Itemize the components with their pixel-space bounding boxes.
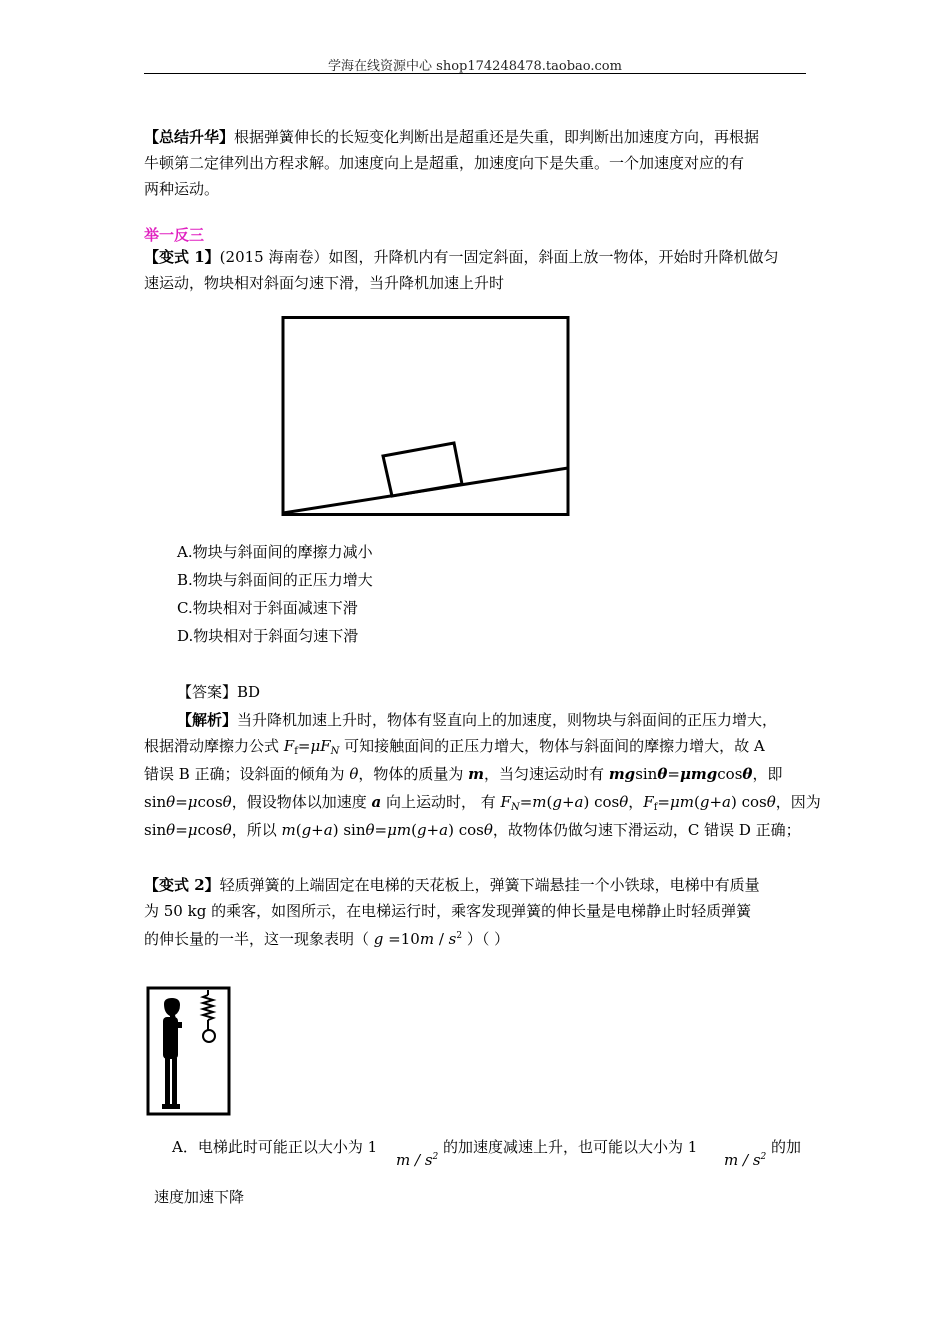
analysis-line-3: 错误 B 正确；设斜面的倾角为 θ，物体的质量为 m，当匀速运动时有 mgsinθ=μmgcosθ，即 [144, 765, 783, 783]
variant1-line-1: 【变式 1】(2015 海南卷）如图，升降机内有一固定斜面，斜面上放一物体，开始时升降机做匀 [144, 248, 779, 266]
page-header: 学海在线资源中心 shop174248478.taobao.com [328, 59, 622, 74]
unit-m-per-s2-1: m / $s^2$ [396, 1151, 439, 1169]
variant2-line-3: 的伸长量的一半，这一现象表明（ $g =10m / s^2$ ）（ ） [144, 930, 510, 948]
variant1-option-a: A.物块与斜面间的摩擦力减小 [177, 543, 373, 561]
variant2-option-a-line-1b: 的加速度减速上升，也可能以大小为 1 [443, 1138, 698, 1156]
summary-line-1: 【总结升华】根据弹簧伸长的长短变化判断出是超重还是失重，即判断出加速度方向，再根据 [144, 128, 760, 146]
variant2-line-2: 为 50 kg 的乘客，如图所示，在电梯运行时，乘客发现弹簧的伸长量是电梯静止时轻质弹簧 [144, 902, 752, 920]
analysis-line-4: sinθ=μcosθ，假设物体以加速度 a 向上运动时， 有 $F_N=m(g+a)$ cosθ，$F_f=\mu m(g+a)$ cosθ，因为 [144, 793, 821, 813]
variant1-answer: 【答案】BD [177, 683, 261, 701]
analysis-line-1: 【解析】当升降机加速上升时，物体有竖直向上的加速度，则物块与斜面间的正压力增大， [177, 711, 778, 729]
summary-line-2: 牛顿第二定律列出方程求解。加速度向上是超重，加速度向下是失重。一个加速度对应的有 [144, 154, 745, 172]
variant1-option-d: D.物块相对于斜面匀速下滑 [177, 627, 359, 645]
variant1-label: 【变式 1】 [144, 248, 220, 266]
summary-label: 【总结升华】 [144, 128, 235, 146]
variant2-line-1: 【变式 2】轻质弹簧的上端固定在电梯的天花板上，弹簧下端悬挂一个小铁球，电梯中有质量 [144, 876, 760, 894]
variant2-option-a-line-1c: 的加 [771, 1138, 802, 1156]
analysis-label: 【解析】 [177, 711, 238, 729]
variant2-option-a-line-2: 速度加速下降 [154, 1188, 245, 1206]
variant1-line-2: 速运动，物块相对斜面匀速下滑，当升降机加速上升时 [144, 274, 505, 292]
section-title: 举一反三 [144, 226, 205, 244]
elevator-passenger-spring-figure [146, 986, 232, 1116]
analysis-line-2: 根据滑动摩擦力公式 $F_f=\mu F_N$ 可知接触面间的正压力增大，物体与斜面间的摩擦力增大，故 A [144, 737, 765, 757]
variant1-option-b: B.物块与斜面间的正压力增大 [177, 571, 373, 589]
variant2-label: 【变式 2】 [144, 876, 220, 894]
header-rule [144, 73, 806, 74]
unit-m-per-s2-2: m / $s^2$ [724, 1151, 767, 1169]
variant2-option-a-line-1: A．电梯此时可能正以大小为 1 [172, 1138, 378, 1156]
variant1-option-c: C.物块相对于斜面减速下滑 [177, 599, 358, 617]
elevator-incline-figure [280, 316, 570, 516]
summary-line-3: 两种运动。 [144, 180, 220, 198]
analysis-line-5: sinθ=μcosθ，所以 m(g+a) sinθ=μm(g+a) cosθ，故物体仍做匀速下滑运动，C 错误 D 正确； [144, 821, 801, 839]
